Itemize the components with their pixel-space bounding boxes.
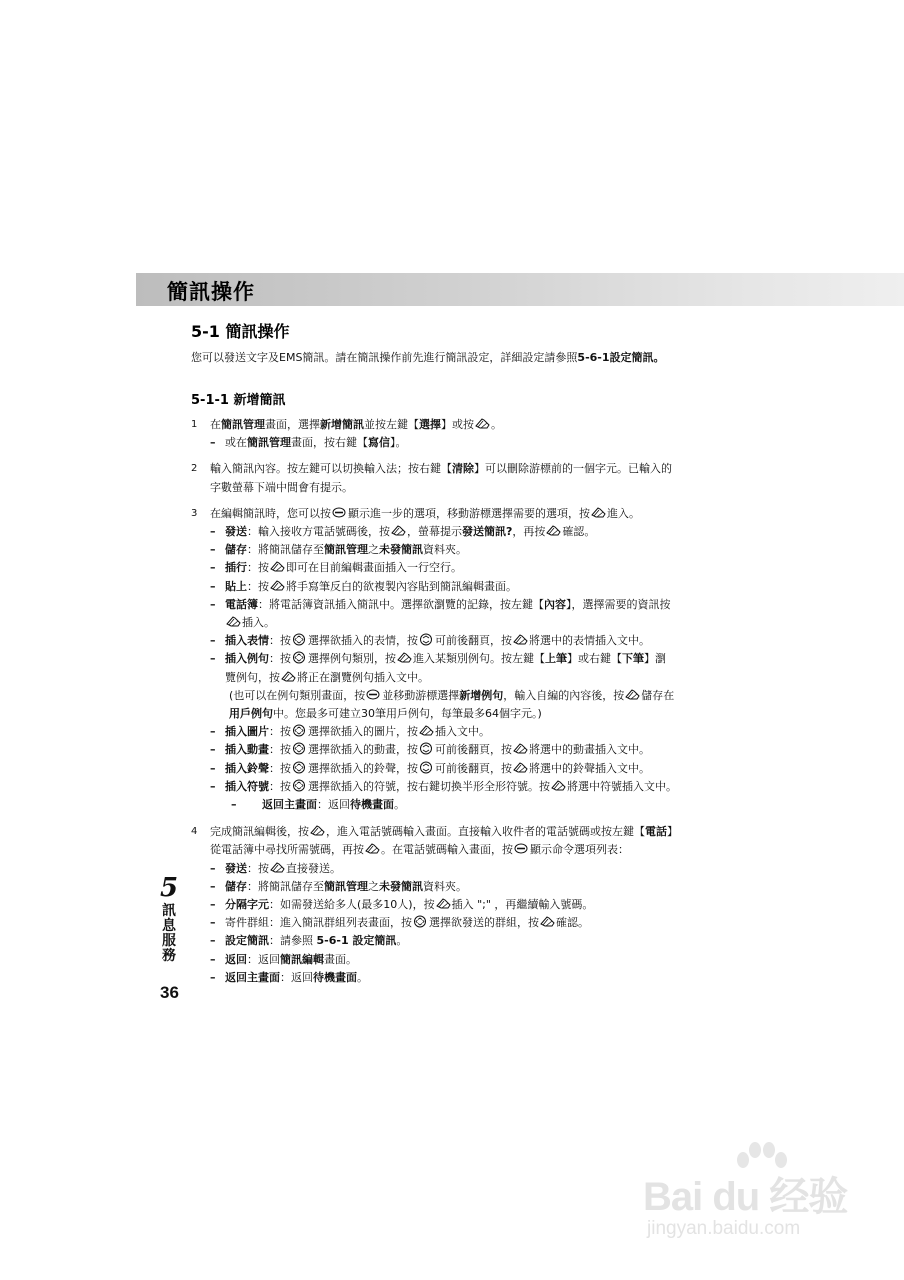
menu-key-icon [366, 688, 381, 701]
step-2-line-1: 2 輸入簡訊內容。按左鍵可以切換輸入法；按右鍵【清除】可以刪除游標前的一個字元。已輸入的 [191, 462, 672, 476]
ok-key-icon [391, 524, 406, 537]
page-number: 36 [160, 983, 179, 1002]
watermark-url: jingyan.baidu.com [647, 1218, 801, 1239]
menu-key-icon [332, 506, 347, 519]
option-insert-line: – 插行：按 即可在目前編輯畫面插入一行空行。 [210, 561, 462, 575]
navigate-key-icon [292, 742, 307, 755]
ok-key-icon [540, 915, 555, 928]
navigate-key-icon [292, 724, 307, 737]
ok-key-icon [625, 688, 640, 701]
option-insert-symbol: – 插入符號：按 選擇欲插入的符號，按右鍵切換半形全形符號。按 將選中符號插入文中。 [210, 779, 677, 793]
option-paste: – 貼上：按 將手寫筆反白的欲複製內容貼到簡訊編輯畫面。 [210, 579, 517, 593]
step-2-line-2: 字數螢幕下端中間會有提示。 [210, 480, 353, 494]
command-settings: – 設定簡訊：請參照 5-6-1 設定簡訊。 [210, 934, 408, 948]
option-insert-picture: – 插入圖片：按 選擇欲插入的圖片，按 插入文中。 [210, 725, 490, 739]
ok-key-icon [365, 842, 380, 855]
instructions [191, 416, 731, 987]
step-1-line-2: – 或在簡訊管理畫面，按右鍵【寫信】。 [210, 436, 407, 450]
ok-key-icon [310, 824, 325, 837]
chapter-label: 訊 息 服 務 [162, 903, 176, 964]
option-save: – 儲存：將簡訊儲存至簡訊管理之未發簡訊資料夾。 [210, 543, 467, 557]
example-note: (也可以在例句類別畫面，按 並移動游標選擇新增例句，輸入自編的內容後，按 儲存在 [229, 688, 675, 702]
example-note-cont: 用戶例句中。您最多可建立30筆用戶例句，每筆最多64個字元。) [229, 707, 542, 721]
baidu-watermark [643, 1140, 883, 1240]
command-send: – 發送：按 直接發送。 [210, 861, 341, 875]
step-1-line-1: 1 在簡訊管理畫面，選擇新增簡訊並按左鍵【選擇】或按 。 [191, 418, 502, 431]
ok-key-icon [281, 670, 296, 683]
option-phonebook-cont: 插入。 [191, 614, 731, 632]
menu-key-icon [514, 842, 529, 855]
command-separator: – 分隔字元：如需發送給多人(最多10人)，按 插入 ";" ，再繼續輸入號碼。 [210, 898, 594, 912]
option-insert-example: – 插入例句：按 選擇例句類別，按 進入某類別例句。按左鍵【上筆】或右鍵【下筆】瀏 [210, 652, 666, 666]
step-4-line-2: 從電話簿中尋找所需號碼，再按 。在電話號碼輸入畫面，按 顯示命令選項列表： [210, 843, 629, 857]
scroll-key-icon [419, 742, 434, 755]
ok-key-icon [591, 506, 606, 519]
option-return-home: – 返回主畫面：返回待機畫面。 [231, 798, 405, 812]
navigate-key-icon [292, 761, 307, 774]
ok-key-icon [551, 779, 566, 792]
navigate-key-icon [292, 651, 307, 664]
option-insert-example-cont: 覽例句，按 將正在瀏覽例句插入文中。 [225, 670, 429, 684]
command-return-home: – 返回主畫面：返回待機畫面。 [210, 970, 368, 984]
command-group: – 寄件群組：進入簡訊群組列表畫面，按 選擇欲發送的群組，按 確認。 [210, 916, 589, 930]
ok-key-icon [475, 417, 490, 430]
ok-key-icon [513, 742, 528, 755]
ok-key-icon [270, 579, 285, 592]
intro-paragraph: 您可以發送文字及EMS簡訊。請在簡訊操作前先進行簡訊設定，詳細設定請參照5-6-1設定簡訊。 [191, 351, 665, 364]
ok-key-icon [419, 724, 434, 737]
chapter-number: 5 [159, 873, 179, 903]
option-insert-ringtone: – 插入鈴聲：按 選擇欲插入的鈴聲，按 可前後翻頁，按 將選中的鈴聲插入文中。 [210, 761, 650, 775]
ok-key-icon [397, 651, 412, 664]
chapter-side-tab [158, 874, 180, 964]
navigate-key-icon [292, 633, 307, 646]
navigate-key-icon [413, 915, 428, 928]
ok-key-icon [513, 633, 528, 646]
ok-key-icon [270, 861, 285, 874]
navigate-key-icon [292, 779, 307, 792]
ok-key-icon [546, 524, 561, 537]
command-back: – 返回：返回簡訊編輯畫面。 [210, 952, 357, 966]
scroll-key-icon [419, 761, 434, 774]
section-title: 5-1 簡訊操作 [191, 322, 290, 341]
option-send: – 發送：輸入接收方電話號碼後，按 ，螢幕提示發送簡訊?，再按 確認。 [210, 525, 596, 539]
ok-key-icon [513, 761, 528, 774]
step-3-line-1: 3 在編輯簡訊時，您可以按 顯示進一步的選項，移動游標選擇需要的選項，按 進入。 [191, 506, 640, 520]
option-insert-animation: – 插入動畫：按 選擇欲插入的動畫，按 可前後翻頁，按 將選中的動畫插入文中。 [210, 743, 650, 757]
option-insert-emoticon: – 插入表情：按 選擇欲插入的表情，按 可前後翻頁，按 將選中的表情插入文中。 [210, 634, 650, 648]
command-save: – 儲存：將簡訊儲存至簡訊管理之未發簡訊資料夾。 [210, 879, 467, 893]
step-4-line-1: 4 完成簡訊編輯後，按 ，進入電話號碼輸入畫面。直接輸入收件者的電話號碼或按左鍵【電話】 [191, 825, 678, 839]
subsection-title: 5-1-1 新增簡訊 [191, 393, 286, 408]
scroll-key-icon [419, 633, 434, 646]
ok-key-icon [436, 897, 451, 910]
ok-key-icon [270, 560, 285, 573]
option-phonebook: – 電話簿：將電話簿資訊插入簡訊中。選擇欲瀏覽的記錄，按左鍵【內容】，選擇需要的資訊按 [210, 597, 671, 611]
watermark-logo: Bai du 经验 [643, 1175, 848, 1219]
chapter-title: 簡訊操作 [167, 280, 255, 304]
ok-key-icon [226, 615, 241, 628]
